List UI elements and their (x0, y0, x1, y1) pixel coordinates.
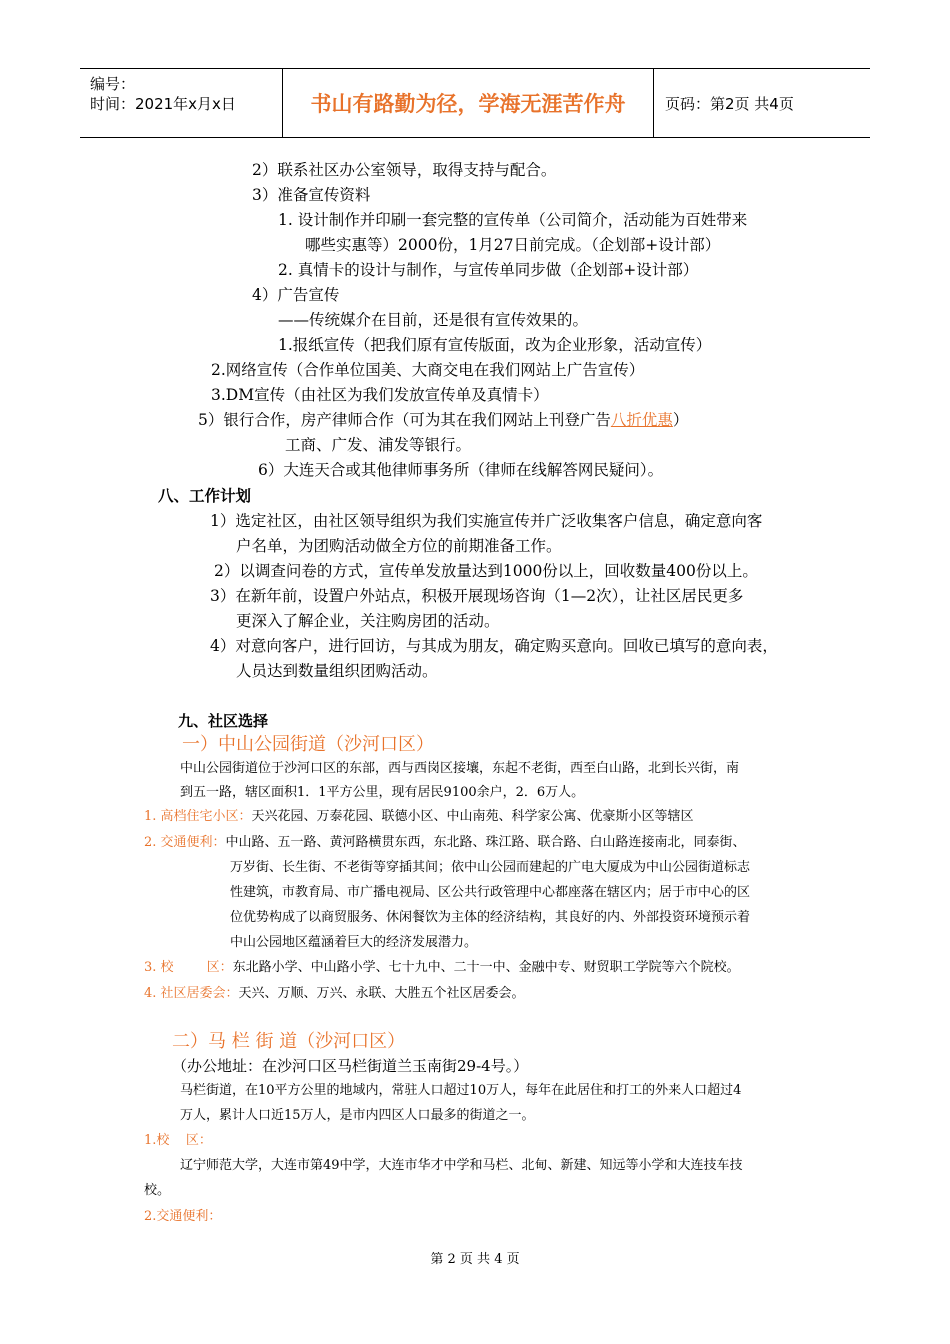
promo-line (198, 410, 688, 430)
header-slogan: 书山有路勤为径，学海无涯苦作舟 (283, 69, 654, 137)
promo-line: ——传统媒介在目前，还是很有宣传效果的。 (278, 311, 589, 329)
item-text: 天兴花园、万泰花园、联德小区、中山南苑、科学家公寓、优豪斯小区等辖区 (251, 809, 694, 824)
item-text: 中山路、五一路、黄河路横贯东西，东北路、珠江路、联合路、白山路连接南北，同泰街、 (225, 835, 746, 850)
discount-link[interactable]: 八折优惠 (610, 411, 673, 429)
promo-line: 2. 真情卡的设计与制作，与宣传单同步做（企划部+设计部） (278, 261, 699, 279)
page-footer: 第 2 页 共 4 页 (430, 1252, 520, 1267)
section2-item-text: 辽宁师范大学，大连市第49中学，大连市华才中学和马栏、北甸、新建、知远等小学和大连技车技 (180, 1158, 743, 1173)
plan-line: 3）在新年前，设置户外站点，积极开展现场咨询（1—2次），让社区居民更多 (210, 587, 744, 605)
section1-desc: 到五一路，辖区面积1．1平方公里，现有居民9100余户，2．6万人。 (180, 785, 585, 800)
promo-text: 5）银行合作，房产律师合作（可为其在我们网站上刊登广告 (198, 411, 611, 429)
section1-item (144, 834, 746, 852)
promo-line: 3.DM宣传（由社区为我们发放宣传单及真情卡） (211, 386, 549, 404)
section1-item (144, 959, 740, 977)
plan-line: 更深入了解企业，关注购房团的活动。 (236, 612, 500, 630)
item-label: 1. 高档住宅小区： (144, 809, 252, 824)
promo-line: 3）准备宣传资料 (252, 186, 371, 204)
promo-line: 6）大连天合或其他律师事务所（律师在线解答网民疑问）。 (258, 461, 664, 479)
section1-item-cont: 万岁街、长生街、不老街等穿插其间；依中山公园而建起的广电大厦成为中山公园街道标志 (230, 860, 751, 875)
section1-item-cont: 位优势构成了以商贸服务、休闲餐饮为主体的经济结构，其良好的内、外部投资环境预示着 (230, 910, 751, 925)
section2-item-label: 2.交通便利： (144, 1209, 222, 1224)
number-label: 编号： (90, 75, 136, 93)
section2-item-label: 1.校 区： (144, 1133, 212, 1148)
plan-line: 户名单，为团购活动做全方位的前期准备工作。 (236, 537, 562, 555)
promo-line: 2）联系社区办公室领导，取得支持与配合。 (252, 161, 557, 179)
section1-item-cont: 中山公园地区蕴涵着巨大的经济发展潜力。 (230, 935, 478, 950)
promo-line: 2.网络宣传（合作单位国美、大商交电在我们网站上广告宣传） (211, 361, 645, 379)
plan-line: 人员达到数量组织团购活动。 (236, 662, 438, 680)
section1-title: 一）中山公园街道（沙河口区） (182, 734, 434, 755)
page-header (80, 68, 870, 138)
section1-item-cont: 性建筑，市教育局、市广播电视局、区公共行政管理中心都座落在辖区内；居于市中心的区 (230, 885, 751, 900)
plan-line: 2）以调查问卷的方式，宣传单发放量达到1000份以上，回收数量400份以上。 (214, 562, 758, 580)
header-page-info: 页码：第2页 共4页 (665, 94, 794, 113)
header-meta (80, 69, 283, 137)
section2-desc: 马栏街道，在10平方公里的地域内，常驻人口超过10万人，每年在此居住和打工的外来人口超过4 (180, 1083, 742, 1098)
plan-line: 1）选定社区，由社区领导组织为我们实施宣传并广泛收集客户信息，确定意向客 (210, 512, 763, 530)
section1-desc: 中山公园街道位于沙河口区的东部，西与西岗区接壤，东起不老街，西至白山路，北到长兴街，南 (180, 761, 740, 776)
section2-title: 二）马 栏 街 道（沙河口区） (172, 1031, 406, 1052)
plan-line: 4）对意向客户，进行回访，与其成为朋友，确定购买意向。回收已填写的意向表， (210, 637, 778, 655)
promo-text: ） (672, 411, 689, 429)
promo-line: 哪些实惠等）2000份，1月27日前完成。（企划部+设计部） (305, 236, 721, 254)
section2-desc: 万人，累计人口近15万人，是市内四区人口最多的街道之一。 (180, 1108, 535, 1123)
promo-line: 4）广告宣传 (252, 286, 340, 304)
section1-item (144, 808, 694, 826)
promo-line: 1.报纸宣传（把我们原有宣传版面，改为企业形象，活动宣传） (278, 336, 712, 354)
item-text: 天兴、万顺、万兴、永联、大胜五个社区居委会。 (238, 986, 525, 1001)
section2-address: （办公地址：在沙河口区马栏街道兰玉南街29-4号。） (172, 1057, 529, 1075)
promo-line: 1. 设计制作并印刷一套完整的宣传单（公司简介，活动能为百姓带来 (278, 211, 748, 229)
section1-item (144, 985, 525, 1003)
item-label: 2. 交通便利： (144, 835, 226, 850)
promo-line: 工商、广发、浦发等银行。 (285, 436, 472, 454)
section2-item-text: 校。 (144, 1183, 171, 1198)
community-title: 九、社区选择 (178, 712, 269, 730)
item-text: 东北路小学、中山路小学、七十九中、二十一中、金融中专、财贸职工学院等六个院校。 (232, 960, 740, 975)
plan-title: 八、工作计划 (158, 486, 252, 505)
time-label: 时间：2021年x月x日 (90, 95, 236, 113)
item-label: 4. 社区居委会： (144, 986, 239, 1001)
item-label: 3. 校 区： (144, 960, 233, 975)
